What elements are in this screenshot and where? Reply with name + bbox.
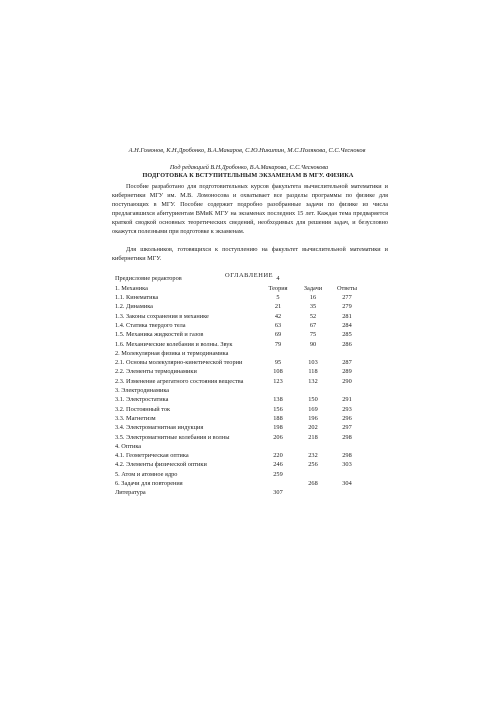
toc-row-label: 1.1. Кинематика (115, 294, 159, 302)
toc-answers-page (330, 386, 364, 395)
toc-row (115, 340, 364, 349)
toc-row-label: Литература (115, 489, 146, 497)
toc-theory-page: 259 (273, 470, 283, 478)
toc-answers-page: 287 (342, 359, 352, 367)
toc-answers-page (330, 488, 364, 497)
toc-theory-page (260, 479, 296, 488)
toc-row-label: 4.2. Элементы физической оптики (115, 461, 207, 469)
toc-row-label: 6. Задачи для повторения (115, 480, 183, 488)
toc-row-label: 4. Оптика (115, 442, 142, 450)
toc-row (115, 442, 364, 451)
toc-first-section: 1. Механика (115, 284, 148, 292)
toc-row-label: 1.5. Механика жидкостей и газов (115, 331, 204, 339)
toc-problems-page (296, 488, 330, 497)
toc-problems-page: 202 (308, 424, 318, 432)
toc-theory-page: 246 (273, 461, 283, 469)
toc-problems-page (296, 349, 330, 358)
toc-row (115, 488, 364, 497)
toc-row (115, 367, 364, 376)
toc-heading: ОГЛАВЛЕНИЕ (225, 272, 274, 279)
toc-answers-page (330, 349, 364, 358)
toc-problems-page: 103 (308, 359, 318, 367)
toc-row-label: 3.1. Электростатика (115, 396, 169, 404)
toc-row (115, 330, 364, 339)
toc-row-label: 3.3. Магнетизм (115, 414, 156, 422)
toc-row-label: 4.1. Геометрическая оптика (115, 452, 189, 460)
book-title: ПОДГОТОВКА К ВСТУПИТЕЛЬНЫМ ЭКЗАМЕНАМ В МГУ. ФИЗИКА (142, 172, 354, 179)
toc-row (115, 405, 364, 414)
toc-theory-page: 307 (273, 489, 283, 497)
toc-problems-page: 218 (308, 433, 318, 441)
toc-theory-page: 188 (273, 414, 283, 422)
toc-answers-page: 304 (342, 480, 352, 488)
toc-row-label: 2.2. Элементы термодинамики (115, 368, 197, 376)
toc-row (115, 358, 364, 367)
toc-problems-page: 268 (308, 480, 318, 488)
toc-theory-page: 79 (274, 340, 282, 348)
toc-problems-page (296, 386, 330, 395)
toc-theory-page: 5 (276, 294, 280, 302)
toc-problems-page: 52 (309, 312, 317, 320)
toc-row-label: 3.5. Электромагнитные колебания и волны (115, 433, 230, 441)
toc-row-label: 1.3. Законы сохранения в механике (115, 312, 209, 320)
toc-answers-page: 296 (342, 414, 352, 422)
toc-answers-page: 291 (342, 396, 352, 404)
audience-paragraph: Для школьников, готовящихся к поступлению на факультет вычислительной математики и кибернетики МГУ. (112, 246, 388, 262)
toc-theory-page: 63 (274, 321, 282, 329)
toc-answers-page: 286 (342, 340, 352, 348)
toc-column-problems: Задачи (303, 284, 323, 292)
toc-row-label: 2.1. Основы молекулярно-кинетической теории (115, 359, 243, 367)
toc-answers-page: 297 (342, 424, 352, 432)
toc-row (115, 479, 364, 488)
toc-problems-page: 132 (308, 377, 318, 385)
toc-problems-page (296, 470, 330, 479)
toc-answers-page: 298 (342, 433, 352, 441)
toc-answers-page: 277 (342, 294, 352, 302)
toc-row (115, 302, 364, 311)
toc-problems-page: 118 (308, 368, 318, 376)
toc-problems-page: 232 (308, 452, 318, 460)
toc-row (115, 321, 364, 330)
toc-theory-page: 220 (273, 452, 283, 460)
toc-theory-page: 42 (274, 312, 282, 320)
toc-row (115, 293, 364, 302)
toc-theory-page: 4 (276, 275, 280, 282)
toc-row-label: 1.6. Механические колебания и волны. Звук (115, 340, 233, 348)
toc-problems-page (296, 442, 330, 451)
toc-answers-page: 303 (342, 461, 352, 469)
toc-theory-page: 95 (274, 359, 282, 367)
toc-column-theory: Теория (268, 284, 288, 292)
toc-row-label: 1.2. Динамика (115, 303, 153, 311)
toc-problems-page: 256 (308, 461, 318, 469)
toc-theory-page (260, 442, 296, 451)
toc-column-answers: Ответы (336, 284, 357, 292)
toc-theory-page: 206 (273, 433, 283, 441)
toc-theory-page: 108 (273, 368, 283, 376)
toc-theory-page (260, 386, 296, 395)
toc-row (115, 395, 364, 404)
toc-row (115, 377, 364, 386)
toc-preface-row (115, 274, 364, 283)
toc-theory-page: 21 (274, 303, 282, 311)
toc-row-label: 3.2. Постоянный ток (115, 405, 171, 413)
toc-problems-page (296, 274, 330, 283)
toc-theory-page: 156 (273, 405, 283, 413)
toc-answers-page: 298 (342, 452, 352, 460)
toc-header-row (115, 283, 364, 293)
toc-theory-page (260, 349, 296, 358)
toc-problems-page: 35 (309, 303, 317, 311)
toc-row (115, 451, 364, 460)
toc-row-label: 1.4. Статика твердого тела (115, 321, 186, 329)
toc-row (115, 414, 364, 423)
toc-row-label: 3.4. Электромагнитная индукция (115, 424, 204, 432)
toc-answers-page: 279 (342, 303, 352, 311)
toc-row-label: Предисловие редакторов (115, 275, 182, 282)
annotation-paragraph: Пособие разработано для подготовительных курсов факультета вычислительной математики и кибернетики МГУ им. М.В. Ломоносова и охватывает все разделы программы по физике для поступающих в МГУ. Пособие содержит подробно разобранные задачи по физике из числа предлагавшихся абитуриентам ВМиК МГУ на экзаменах последних 15 лет. Каждая тема предваряется краткой сводкой основных теоретических сведений, необходимых для решения задач, и безусловно окажутся полезными при подготовке к экзаменам. (112, 183, 388, 235)
toc-problems-page: 75 (309, 331, 317, 339)
authors-line: А.Н.Гомонов, К.Н.Дробонко, В.А.Макаров, С.Ю.Никитин, М.С.Полякова, С.С.Чесноков (128, 147, 366, 154)
toc-row (115, 349, 364, 358)
toc-theory-page: 123 (273, 377, 283, 385)
toc-theory-page: 69 (274, 331, 282, 339)
toc-answers-page (330, 470, 364, 479)
toc-row (115, 423, 364, 432)
toc-row (115, 386, 364, 395)
toc-row (115, 433, 364, 442)
toc-problems-page: 150 (308, 396, 318, 404)
toc-theory-page: 198 (273, 424, 283, 432)
editors-line: Под редакцией В.Н.Дробонко, В.А.Макарова, С.С.Чеснокова (169, 164, 329, 171)
toc-row (115, 470, 364, 479)
toc-answers-page: 293 (342, 405, 352, 413)
toc-problems-page: 67 (309, 321, 317, 329)
toc-answers-page (330, 442, 364, 451)
toc-problems-page: 16 (309, 294, 317, 302)
toc-answers-page: 281 (342, 312, 352, 320)
table-of-contents (115, 274, 364, 498)
toc-row-label: 3. Электродинамика (115, 387, 170, 395)
toc-row (115, 312, 364, 321)
toc-answers-page: 285 (342, 331, 352, 339)
toc-theory-page: 138 (273, 396, 283, 404)
toc-answers-page (330, 274, 364, 283)
toc-problems-page: 90 (309, 340, 317, 348)
toc-row-label: 2.3. Изменение агрегатного состояния вещества (115, 377, 244, 385)
toc-row (115, 460, 364, 469)
toc-answers-page: 290 (342, 377, 352, 385)
toc-row-label: 5. Атом и атомное ядро (115, 470, 178, 478)
toc-row-label: 2. Молекулярная физика и термодинамика (115, 349, 229, 357)
toc-problems-page: 169 (308, 405, 318, 413)
toc-answers-page: 284 (342, 321, 352, 329)
toc-problems-page: 196 (308, 414, 318, 422)
toc-answers-page: 289 (342, 368, 352, 376)
